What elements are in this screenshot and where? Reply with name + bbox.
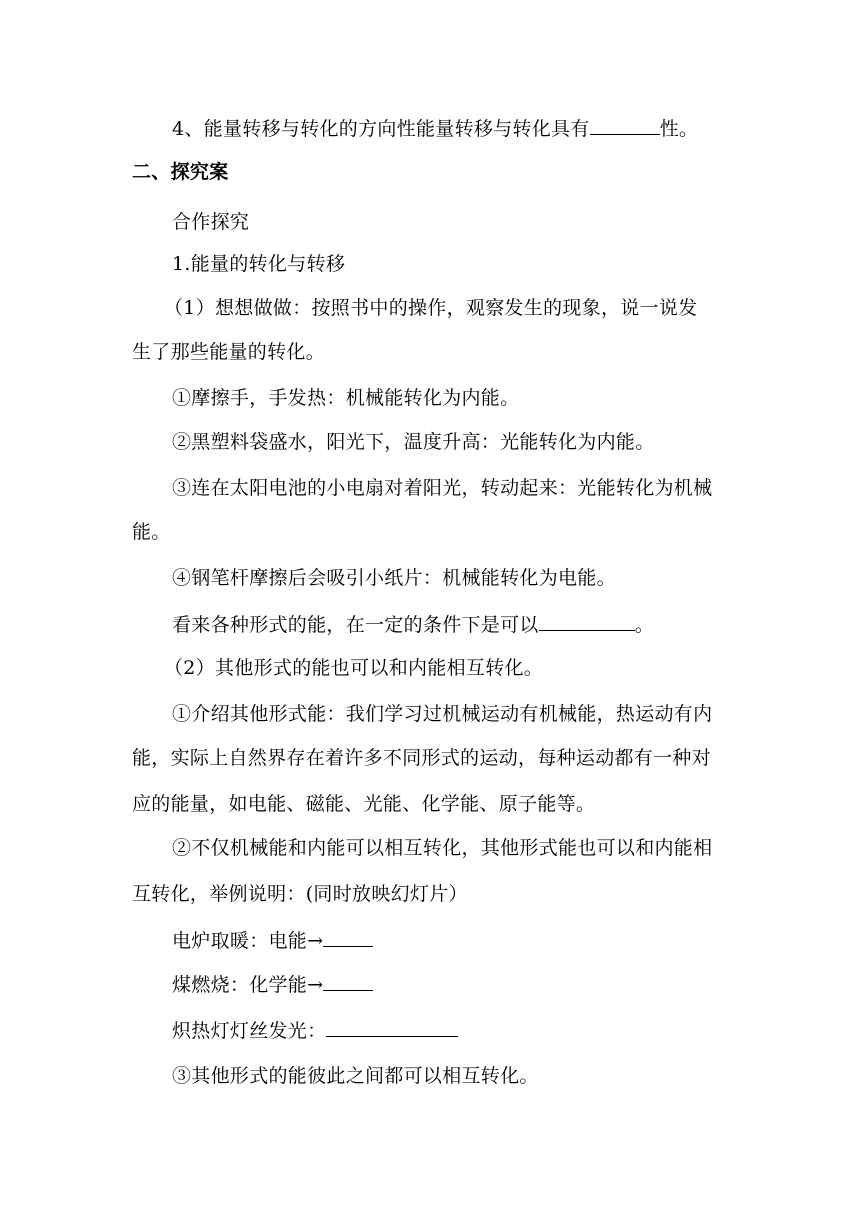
- fill-blank[interactable]: [323, 972, 373, 991]
- paragraph-other-forms: （2）其他形式的能也可以和内能相互转化。: [164, 657, 544, 679]
- text-segment: 看来各种形式的能，在一定的条件下是可以: [172, 614, 539, 636]
- fill-blank[interactable]: [326, 1018, 458, 1037]
- list-item-all-forms: ③其他形式的能彼此之间都可以相互转化。: [172, 1065, 539, 1087]
- list-item-rub-hands: ①摩擦手，手发热：机械能转化为内能。: [172, 387, 520, 409]
- list-item-black-bag: ②黑塑料袋盛水，阳光下，温度升高：光能转化为内能。: [172, 431, 655, 453]
- fill-blank[interactable]: [323, 928, 373, 947]
- list-item-solar-fan-cont: 能。: [132, 521, 171, 543]
- fill-blank[interactable]: [590, 116, 660, 135]
- fill-blank[interactable]: [539, 612, 635, 631]
- list-item-pen-rub: ④钢笔杆摩擦后会吸引小纸片：机械能转化为电能。: [172, 567, 616, 589]
- list-item-mutual-conversion-cont: 互转化，举例说明：(同时放映幻灯片）: [132, 883, 468, 905]
- list-item-introduce-forms-cont2: 应的能量，如电能、磁能、光能、化学能、原子能等。: [132, 793, 596, 815]
- text-segment: 炽热灯灯丝发光：: [172, 1020, 327, 1042]
- text-segment: 电炉取暖：电能→: [172, 930, 324, 952]
- paragraph-think-and-do: （1）想想做做：按照书中的操作，观察发生的现象，说一说发: [164, 297, 698, 319]
- paragraph-think-and-do-cont: 生了那些能量的转化。: [132, 341, 326, 363]
- text-segment: 4、能量转移与转化的方向性能量转移与转化具有: [172, 118, 590, 140]
- subheading-cooperative-inquiry: 合作探究: [172, 211, 250, 233]
- text-segment: 。: [634, 614, 655, 636]
- text-segment: 性。: [659, 118, 699, 140]
- section-heading: 二、探究案: [132, 161, 229, 183]
- list-item-solar-fan: ③连在太阳电池的小电扇对着阳光，转动起来：光能转化为机械: [172, 477, 713, 499]
- example-coal-burning: [172, 972, 373, 997]
- list-item-mutual-conversion: ②不仅机械能和内能可以相互转化，其他形式能也可以和内能相: [172, 837, 713, 859]
- paragraph-energy-direction: [172, 116, 698, 141]
- example-electric-heater: [172, 928, 373, 953]
- list-item-introduce-forms: ①介绍其他形式能：我们学习过机械运动有机械能，热运动有内: [172, 703, 713, 725]
- paragraph-conclusion-blank: [172, 612, 654, 637]
- subheading-energy-conversion: 1.能量的转化与转移: [172, 253, 346, 275]
- text-segment: 煤燃烧：化学能→: [172, 974, 324, 996]
- example-filament: [172, 1018, 458, 1043]
- list-item-introduce-forms-cont1: 能，实际上自然界存在着许多不同形式的运动，每种运动都有一种对: [132, 747, 712, 769]
